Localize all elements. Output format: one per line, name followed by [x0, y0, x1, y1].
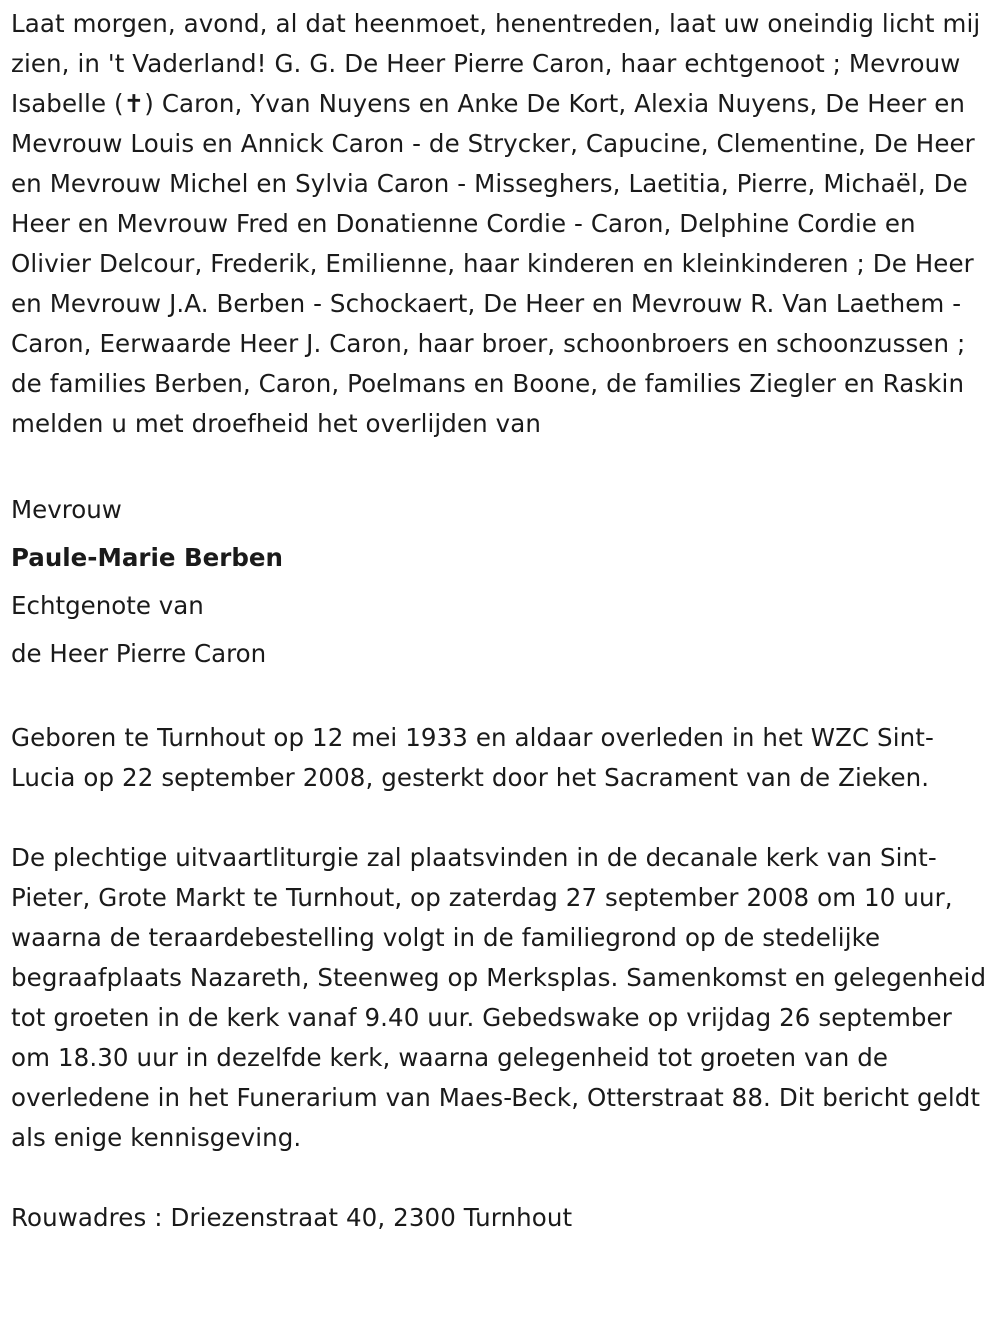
relation-line-1: Echtgenote van [11, 591, 204, 620]
spacer [11, 444, 993, 486]
deceased-block [11, 486, 993, 678]
intro-paragraph: Laat morgen, avond, al dat heenmoet, henentreden, laat uw oneindig licht mij zien, in 't Vaderland! G. G. De Heer Pierre Caron, haar echtgenoot ; Mevrouw Isabelle (✝) Caron, Yvan Nuyens en Anke De Kort, Alexia Nuyens, De Heer en Mevrouw Louis en Annick Caron - de Strycker, Capucine, Clementine, De Heer en Mevrouw Michel en Sylvia Caron - Misseghers, Laetitia, Pierre, Michaël, De Heer en Mevrouw Fred en Donatienne Cordie - Caron, Delphine Cordie en Olivier Delcour, Frederik, Emilienne, haar kinderen en kleinkinderen ; De Heer en Mevrouw J.A. Berben - Schockaert, De Heer en Mevrouw R. Van Laethem - Caron, Eerwaarde Heer J. Caron, haar broer, schoonbroers en schoonzussen ; de families Berben, Caron, Poelmans en Boone, de families Ziegler en Raskin melden u met droefheid het overlijden van [11, 9, 981, 438]
spacer [11, 678, 993, 718]
obituary-notice [11, 4, 993, 1238]
spacer [11, 798, 993, 838]
mourning-address: Rouwadres : Driezenstraat 40, 2300 Turnhout [11, 1203, 573, 1232]
spacer [11, 1158, 993, 1198]
relation-line-2: de Heer Pierre Caron [11, 639, 267, 668]
funeral-paragraph: De plechtige uitvaartliturgie zal plaatsvinden in de decanale kerk van Sint-Pieter, Grote Markt te Turnhout, op zaterdag 27 september 2008 om 10 uur, waarna de teraardebestelling volgt in de familiegrond op de stedelijke begraafplaats Nazareth, Steenweg op Merksplas. Samenkomst en gelegenheid tot groeten in de kerk vanaf 9.40 uur. Gebedswake op vrijdag 26 september om 18.30 uur in dezelfde kerk, waarna gelegenheid tot groeten van de overledene in het Funerarium van Maes-Beck, Otterstraat 88. Dit bericht geldt als enige kennisgeving. [11, 843, 987, 1152]
birth-death-paragraph: Geboren te Turnhout op 12 mei 1933 en aldaar overleden in het WZC Sint-Lucia op 22 september 2008, gesterkt door het Sacrament van de Zieken. [11, 723, 934, 792]
salutation: Mevrouw [11, 495, 122, 524]
deceased-name: Paule-Marie Berben [11, 543, 283, 572]
